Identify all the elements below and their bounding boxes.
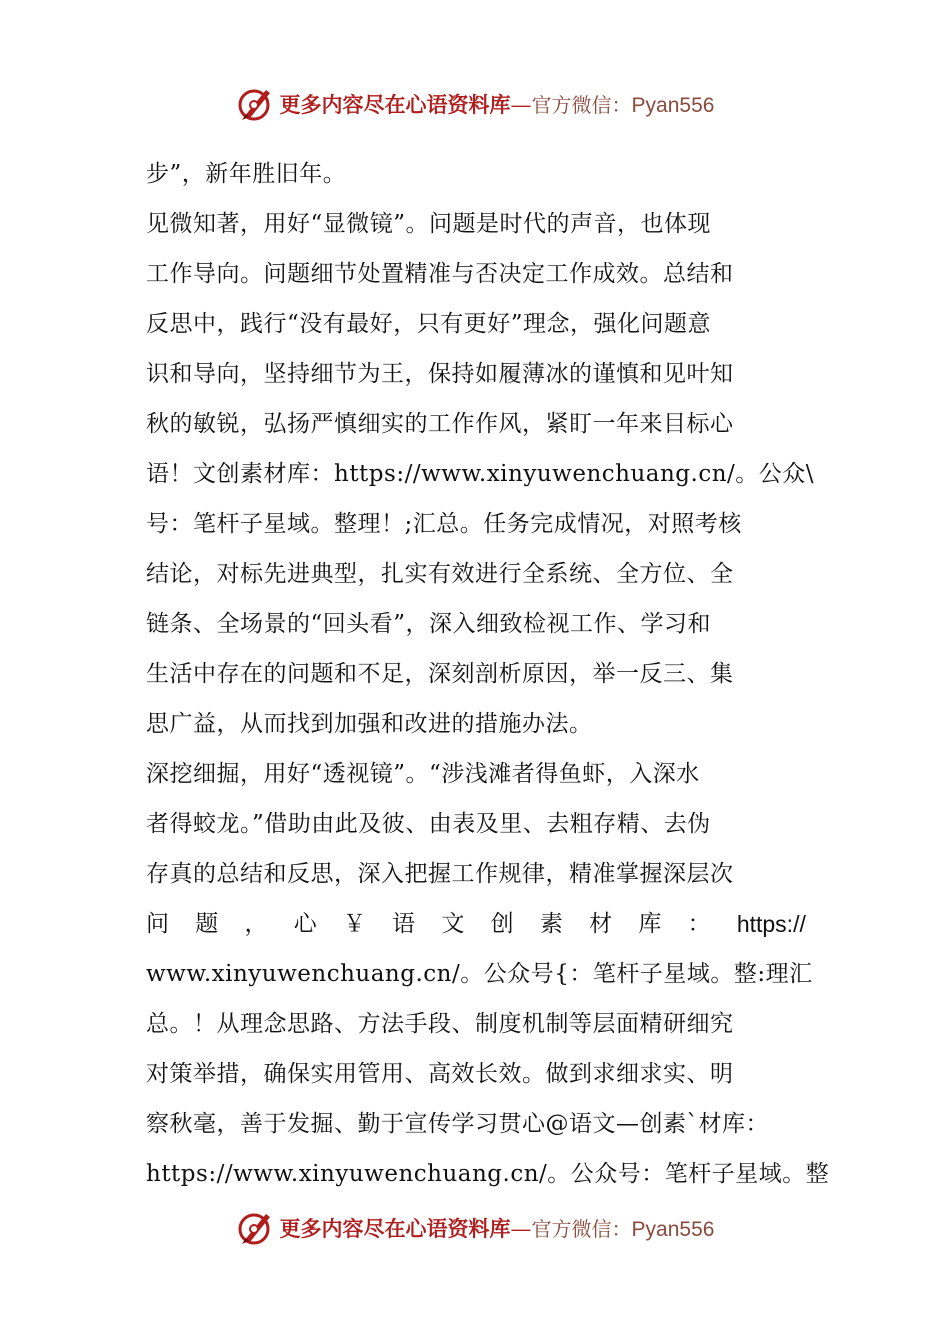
footer-text (280, 1213, 715, 1243)
spread-char: 题 (195, 911, 219, 937)
text-line: 生活中存在的问题和不足，深刻剖析原因，举一反三、集 (146, 661, 734, 687)
spread-char: 素 (539, 911, 564, 937)
quill-logo-icon (236, 84, 276, 124)
spread-char: 心 (293, 911, 318, 937)
spread-url-fragment: https:// (736, 911, 806, 937)
text-line: https://www.xinyuwenchuang.cn/。公众号：笔杆子星域。整 (146, 1161, 830, 1187)
footer-main: 更多内容尽在心语资料库 (279, 1216, 511, 1241)
footer-dash: — (510, 1217, 532, 1241)
header-wechat-id: Pyan556 (631, 94, 715, 117)
text-line: 语！文创素材库：https://www.xinyuwenchuang.cn/。公众\ (146, 461, 815, 487)
header-text (280, 89, 715, 119)
text-line: 对策举措，确保实用管用、高效长效。做到求细求实、明 (146, 1061, 734, 1087)
text-line: 深挖细掘，用好“透视镜”。“涉浅滩者得鱼虾，入深水 (146, 761, 700, 787)
text-line: 总。！从理念思路、方法手段、制度机制等层面精研细究 (146, 1011, 734, 1037)
header-dash: — (510, 93, 532, 117)
text-line: 见微知著，用好“显微镜”。问题是时代的声音，也体现 (146, 211, 712, 237)
footer-wechat-label: 官方微信： (531, 1217, 632, 1241)
text-line: 识和导向，坚持细节为王，保持如履薄冰的谨慎和见叶知 (146, 361, 734, 387)
header-wechat-label: 官方微信： (531, 93, 632, 117)
spread-char: ， (244, 911, 268, 937)
text-line: 结论，对标先进典型，扎实有效进行全系统、全方位、全 (146, 561, 734, 587)
header-banner (0, 82, 950, 126)
spread-char: 库 (638, 911, 662, 937)
spread-char: 创 (490, 911, 515, 937)
text-line: 察秋毫，善于发掘、勤于宣传学习贯心@语文—创素`材库： (146, 1111, 769, 1137)
text-line: 工作导向。问题细节处置精准与否决定工作成效。总结和 (146, 261, 734, 287)
spread-char: 材 (589, 911, 613, 937)
text-line: www.xinyuwenchuang.cn/。公众号{：笔杆子星域。整:理汇 (146, 961, 813, 987)
text-line: 存真的总结和反思，深入把握工作规律，精准掌握深层次 (146, 861, 734, 887)
text-line: 反思中，践行“没有最好，只有更好”理念，强化问题意 (146, 311, 712, 337)
spread-char: 文 (441, 911, 465, 937)
text-line: 秋的敏锐，弘扬严慎细实的工作作风，紧盯一年来目标心 (146, 411, 734, 437)
footer-wechat-id: Pyan556 (631, 1218, 715, 1241)
text-line: 者得蛟龙。”借助由此及彼、由表及里、去粗存精、去伪 (146, 811, 711, 837)
document-body (146, 149, 830, 1199)
spread-text-line (146, 899, 806, 949)
spread-char: 问 (146, 911, 170, 937)
spread-char: 语 (392, 911, 416, 937)
text-line: 号：笔杆子星域。整理！;汇总。任务完成情况，对照考核 (146, 511, 742, 537)
header-main: 更多内容尽在心语资料库 (279, 92, 511, 117)
spread-char: ： (687, 911, 712, 937)
footer-banner (0, 1206, 950, 1250)
text-line: 链条、全场景的“回头看”，深入细致检视工作、学习和 (146, 611, 712, 637)
spread-char: ￥ (342, 911, 367, 937)
quill-logo-icon (236, 1208, 276, 1248)
text-line: 思广益，从而找到加强和改进的措施办法。 (146, 711, 593, 737)
text-line: 步”，新年胜旧年。 (146, 161, 347, 187)
